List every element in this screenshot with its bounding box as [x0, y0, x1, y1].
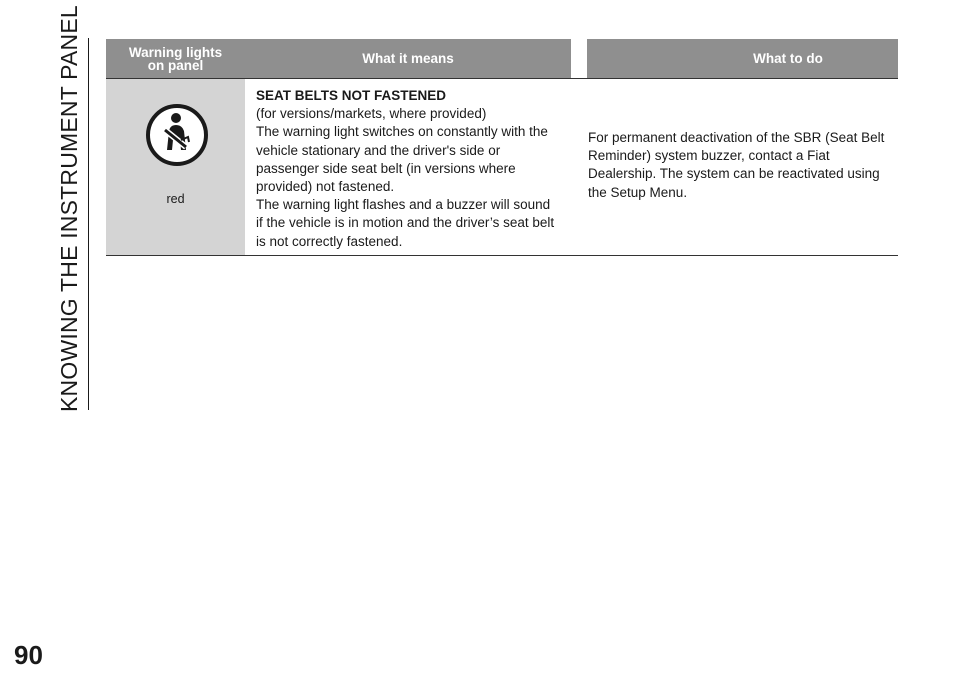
meaning-line: The warning light switches on constantly with the	[256, 124, 548, 140]
meaning-line: (for versions/markets, where provided)	[256, 106, 487, 122]
header-what-it-means-label: What it means	[362, 51, 454, 66]
meaning-line: vehicle stationary and the driver's side or	[256, 142, 501, 158]
header-what-it-means	[245, 39, 678, 78]
action-line: the Setup Menu.	[588, 184, 688, 200]
action-line: For permanent deactivation of the SBR (Seat Belt	[588, 130, 885, 145]
action-cell	[588, 129, 898, 202]
seat-belt-icon	[146, 104, 208, 171]
icon-color-label: red	[166, 192, 185, 206]
page-number: 90	[14, 640, 43, 670]
meaning-line: The warning light flashes and a buzzer will sound	[256, 197, 551, 213]
warning-light-cell	[106, 79, 245, 255]
table-bottom-rule	[106, 255, 898, 256]
header-warning-lights-label: Warning lights on panel	[128, 44, 223, 73]
meaning-cell	[256, 87, 576, 251]
section-side-title: KNOWING THE INSTRUMENT PANEL	[56, 5, 82, 412]
header-warning-lights	[106, 39, 245, 78]
action-line: Reminder) system buzzer, contact a Fiat	[588, 148, 830, 164]
meaning-line: if the vehicle is in motion and the driver’s seat belt	[256, 215, 555, 231]
meaning-line: is not correctly fastened.	[256, 233, 403, 249]
action-line: Dealership. The system can be reactivated using	[588, 166, 880, 182]
header-what-to-do	[678, 39, 898, 78]
meaning-line: provided) not fastened.	[256, 179, 395, 195]
side-divider	[88, 38, 89, 410]
meaning-line: passenger side seat belt (in versions where	[256, 160, 516, 176]
header-what-to-do-label: What to do	[753, 51, 823, 66]
meaning-title: SEAT BELTS NOT FASTENED	[256, 88, 447, 103]
header-gap	[571, 39, 587, 78]
